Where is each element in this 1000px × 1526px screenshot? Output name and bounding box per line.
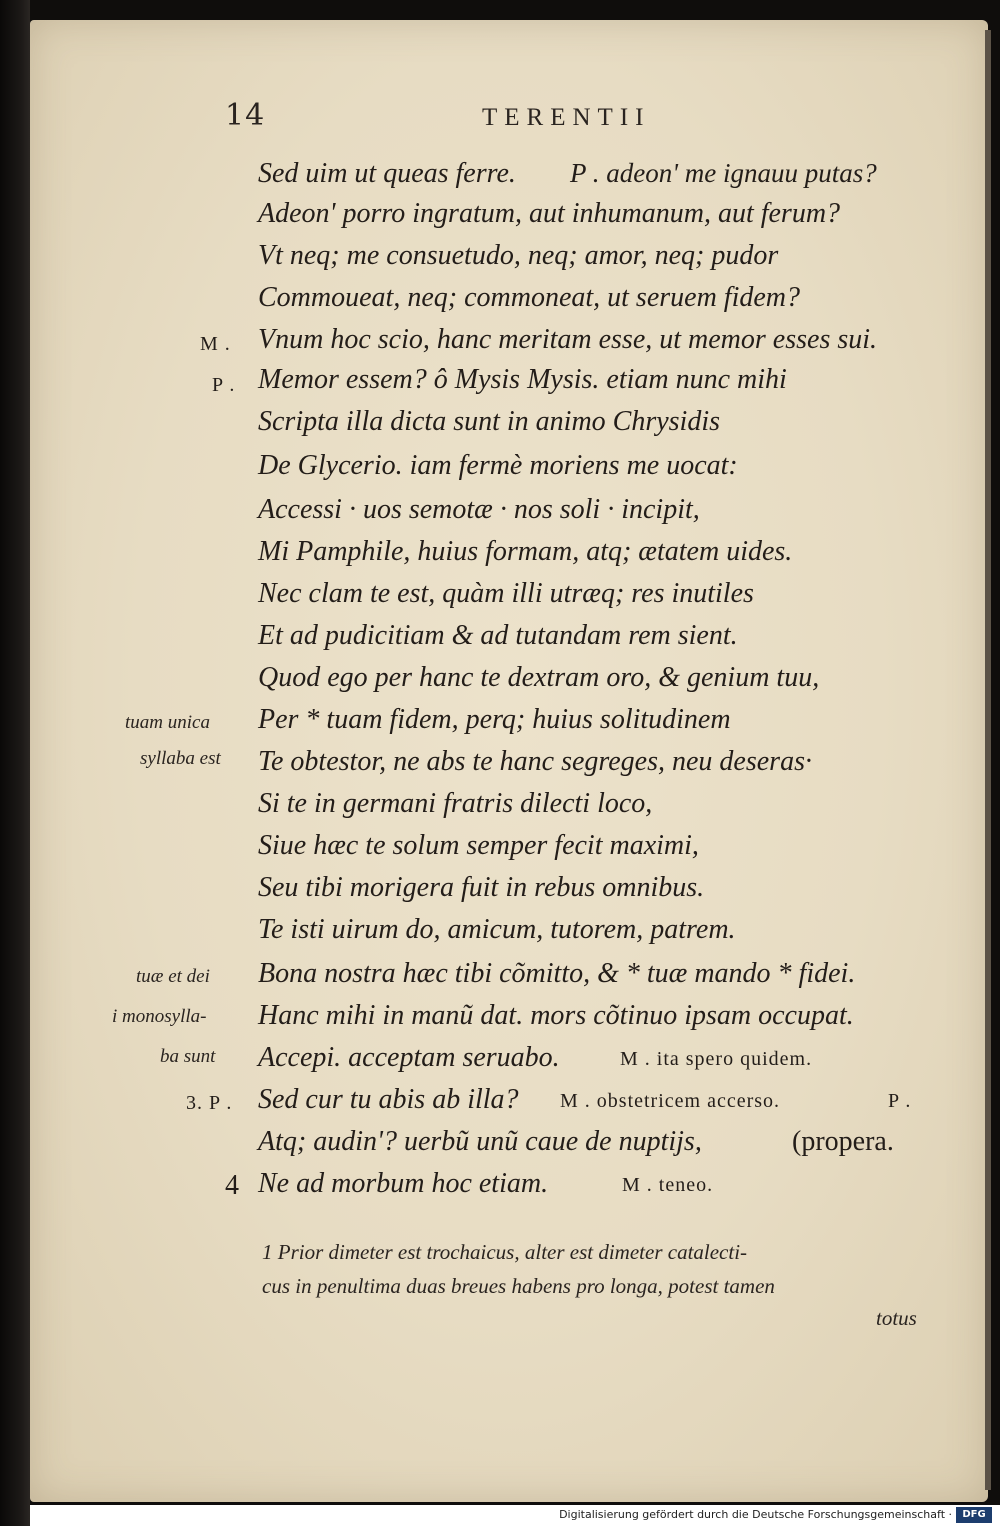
margin-note: tuam unica: [125, 712, 210, 733]
speaker-mark: M .: [200, 333, 231, 355]
line-number: 4: [225, 1170, 240, 1201]
footnote-line: cus in penultima duas breues habens pro longa, potest tamen: [262, 1274, 775, 1298]
verse-line: Vnum hoc scio, hanc meritam esse, ut memor esses sui.: [258, 324, 878, 355]
speaker-mark: M . ita spero quidem.: [620, 1048, 813, 1070]
scan-background-left: [0, 0, 30, 1526]
speaker-mark: M . obstetricem accerso.: [560, 1090, 781, 1112]
dfg-logo: DFG: [956, 1507, 992, 1523]
margin-note: syllaba est: [140, 748, 221, 769]
verse-line: Accepi. acceptam seruabo.: [258, 1042, 560, 1073]
digitization-footer: [30, 1505, 1000, 1526]
verse-line-continuation: P . adeon' me ignauu putas?: [570, 158, 877, 188]
verse-line: Per * tuam fidem, perq; huius solitudinem: [258, 704, 731, 735]
verse-line: Adeon' porro ingratum, aut inhumanum, aut ferum?: [258, 198, 841, 229]
margin-note: ba sunt: [160, 1046, 216, 1067]
verse-line: Seu tibi morigera fuit in rebus omnibus.: [258, 872, 705, 903]
verse-line: Te obtestor, ne abs te hanc segreges, neu deseras·: [258, 746, 812, 777]
verse-line: Commoueat, neq; commoneat, ut seruem fidem?: [258, 282, 801, 313]
verse-line: Te isti uirum do, amicum, tutorem, patrem.: [258, 914, 736, 945]
page-number: 14: [225, 98, 266, 133]
speaker-mark: P .: [212, 374, 236, 396]
footnote-line: 1 Prior dimeter est trochaicus, alter est dimeter catalecti-: [262, 1240, 748, 1264]
verse-line: Bona nostra hæc tibi cõmitto, & * tuæ mando * fidei.: [258, 958, 856, 989]
verse-line: Scripta illa dicta sunt in animo Chrysidis: [258, 406, 721, 437]
speaker-mark: P .: [888, 1090, 912, 1112]
footer-credit: Digitalisierung gefördert durch die Deutsche Forschungsgemeinschaft ·: [559, 1508, 952, 1521]
verse-line: Nec clam te est, quàm illi utræq; res inutiles: [258, 578, 754, 609]
verse-line: De Glycerio. iam fermè moriens me uocat:: [258, 450, 738, 481]
verse-line: Hanc mihi in manũ dat. mors cõtinuo ipsam occupat.: [258, 1000, 854, 1031]
verse-line: Vt neq; me consuetudo, neq; amor, neq; pudor: [258, 240, 779, 271]
verse-line: Ne ad morbum hoc etiam.: [258, 1168, 549, 1199]
verse-line: Memor essem? ô Mysis Mysis. etiam nunc mihi: [258, 364, 787, 395]
running-title: TERENTII: [482, 104, 651, 131]
verse-line: Siue hæc te solum semper fecit maximi,: [258, 830, 699, 861]
margin-note: i monosylla-: [112, 1006, 207, 1027]
verse-line: Atq; audin'? uerbũ unũ caue de nuptijs,: [258, 1126, 702, 1157]
margin-note: tuæ et dei: [136, 966, 210, 987]
speaker-mark: (propera.: [792, 1126, 894, 1157]
verse-line: Sed uim ut queas ferre.: [258, 158, 516, 189]
page-edge: [985, 30, 991, 1490]
speaker-mark: M . teneo.: [622, 1174, 714, 1196]
footnote-catchword: totus: [876, 1306, 917, 1330]
verse-line: Quod ego per hanc te dextram oro, & genium tuu,: [258, 662, 820, 693]
verse-line: Si te in germani fratris dilecti loco,: [258, 788, 653, 819]
verse-line: Sed cur tu abis ab illa?: [258, 1084, 519, 1115]
speaker-mark: 3. P .: [186, 1092, 233, 1114]
verse-line: Mi Pamphile, huius formam, atq; ætatem uides.: [258, 536, 793, 567]
verse-line: Accessi · uos semotæ · nos soli · incipit,: [258, 494, 700, 525]
verse-line: Et ad pudicitiam & ad tutandam rem sient.: [258, 620, 738, 651]
